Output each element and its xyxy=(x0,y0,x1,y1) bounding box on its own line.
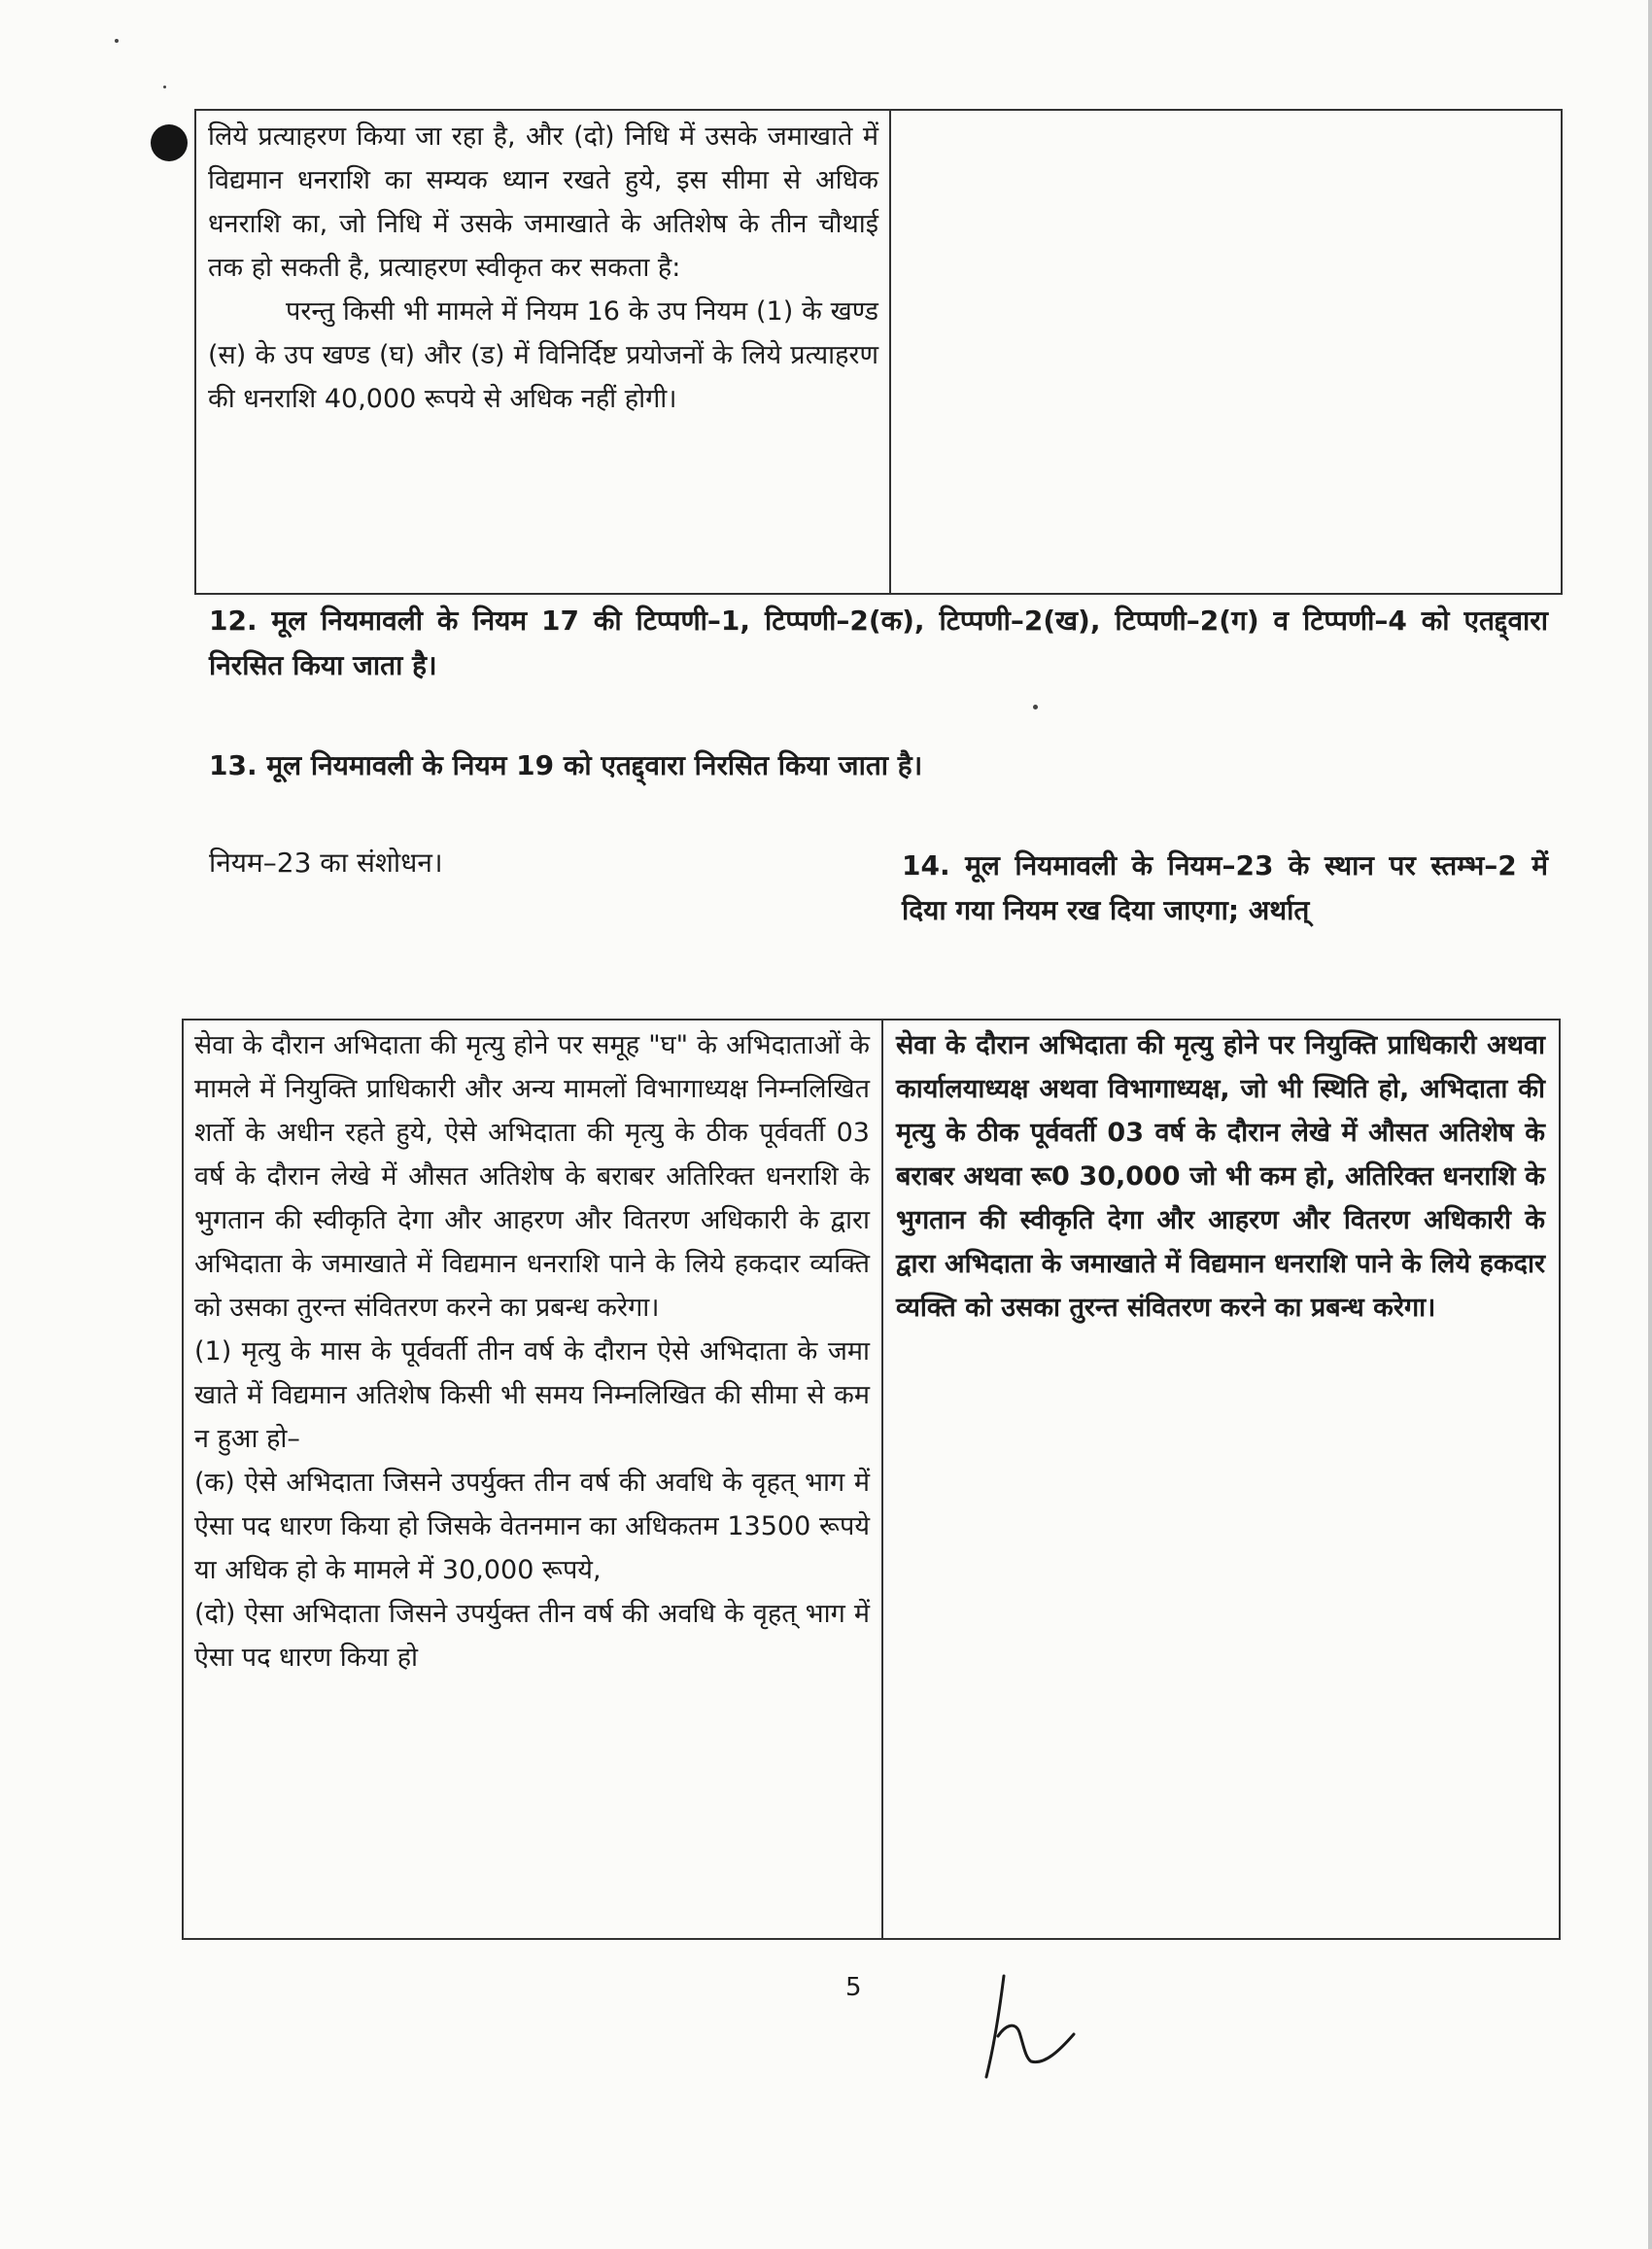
bottom-left-clause-1: (1) मृत्यु के मास के पूर्ववर्ती तीन वर्ष के दौरान ऐसे अभिदाता के जमा खाते में विद्यमान अतिशेष किसी भी समय निम्नलिखित की सीमा से कम न हुआ हो– xyxy=(194,1336,870,1454)
bottom-table-right-cell: सेवा के दौरान अभिदाता की मृत्यु होने पर नियुक्ति प्राधिकारी अथवा कार्यालयाध्यक्ष अथवा विभागाध्यक्ष, जो भी स्थिति हो, अभिदाता की मृत्यु के ठीक पूर्ववर्ती 03 वर्ष के दौरान लेखे में औसत अतिशेष के बराबर अथवा रू0 30,000 जो भी कम हो, अतिरिक्त धनराशि के भुगतान की स्वीकृति देगा और आहरण और वितरण अधिकारी के द्वारा अभिदाता के जमाखाते में विद्यमान धनराशि पाने के लिये हकदार व्यक्ति को उसका तुरन्त संवितरण करने का प्रबन्ध करेगा। xyxy=(896,1030,1545,1323)
column-divider xyxy=(881,1021,883,1938)
punch-hole xyxy=(151,124,188,161)
page-edge xyxy=(1648,0,1652,2249)
paragraph-14: 14. मूल नियमावली के नियम–23 के स्थान पर स्तम्भ–2 में दिया गया नियम रख दिया जाएगा; अर्थात् xyxy=(902,849,1548,926)
scan-speck xyxy=(115,39,119,43)
scan-speck xyxy=(163,86,166,88)
paragraph-12: 12. मूल नियमावली के नियम 17 की टिप्पणी–1, टिप्पणी–2(क), टिप्पणी–2(ख), टिप्पणी–2(ग) व टिप्पणी–4 को एतद्द्वारा निरसित किया जाता है। xyxy=(209,605,1548,681)
paragraph-13: 13. मूल नियमावली के नियम 19 को एतद्द्वारा निरसित किया जाता है। xyxy=(209,749,923,781)
top-left-text: लिये प्रत्याहरण किया जा रहा है, और (दो) निधि में उसके जमाखाते में विद्यमान धनराशि का सम्यक ध्यान रखते हुये, इस सीमा से अधिक धनराशि का, जो निधि में उसके जमाखाते के अतिशेष के तीन चौथाई तक हो सकती है, प्रत्याहरण स्वीकृत कर सकता है: xyxy=(208,121,878,283)
top-table-left-cell xyxy=(208,115,878,421)
signature-mark xyxy=(977,1968,1084,2085)
side-heading: नियम–23 का संशोधन। xyxy=(209,847,443,879)
bottom-table-left-cell xyxy=(194,1023,870,1679)
scan-speck xyxy=(1033,705,1038,709)
bottom-left-main: सेवा के दौरान अभिदाता की मृत्यु होने पर समूह "घ" के अभिदाताओं के मामले में नियुक्ति प्राधिकारी और अन्य मामलों विभागाध्यक्ष निम्नलिखित शर्तो के अधीन रहते हुये, ऐसे अभिदाता की मृत्यु के ठीक पूर्ववर्ती 03 वर्ष के दौरान लेखे में औसत अतिशेष के बराबर अतिरिक्त धनराशि के भुगतान की स्वीकृति देगा और आहरण और वितरण अधिकारी के द्वारा अभिदाता के जमाखाते में विद्यमान धनराशि पाने के लिये हकदार व्यक्ति को उसका तुरन्त संवितरण करने का प्रबन्ध करेगा। xyxy=(194,1030,870,1323)
bottom-left-clause-do: (दो) ऐसा अभिदाता जिसने उपर्युक्त तीन वर्ष की अवधि के वृहत् भाग में ऐसा पद धारण किया हो xyxy=(194,1599,870,1673)
column-divider xyxy=(889,111,891,593)
top-left-proviso: परन्तु किसी भी मामले में नियम 16 के उप नियम (1) के खण्ड (स) के उप खण्ड (घ) और (ड) में विनिर्दिष्ट प्रयोजनों के लिये प्रत्याहरण की धनराशि 40,000 रूपये से अधिक नहीं होगी। xyxy=(208,296,878,414)
bottom-left-clause-ka: (क) ऐसे अभिदाता जिसने उपर्युक्त तीन वर्ष की अवधि के वृहत् भाग में ऐसा पद धारण किया हो जिसके वेतनमान का अधिकतम 13500 रूपये या अधिक हो के मामले में 30,000 रूपये, xyxy=(194,1468,870,1585)
page-number: 5 xyxy=(845,1973,862,2002)
